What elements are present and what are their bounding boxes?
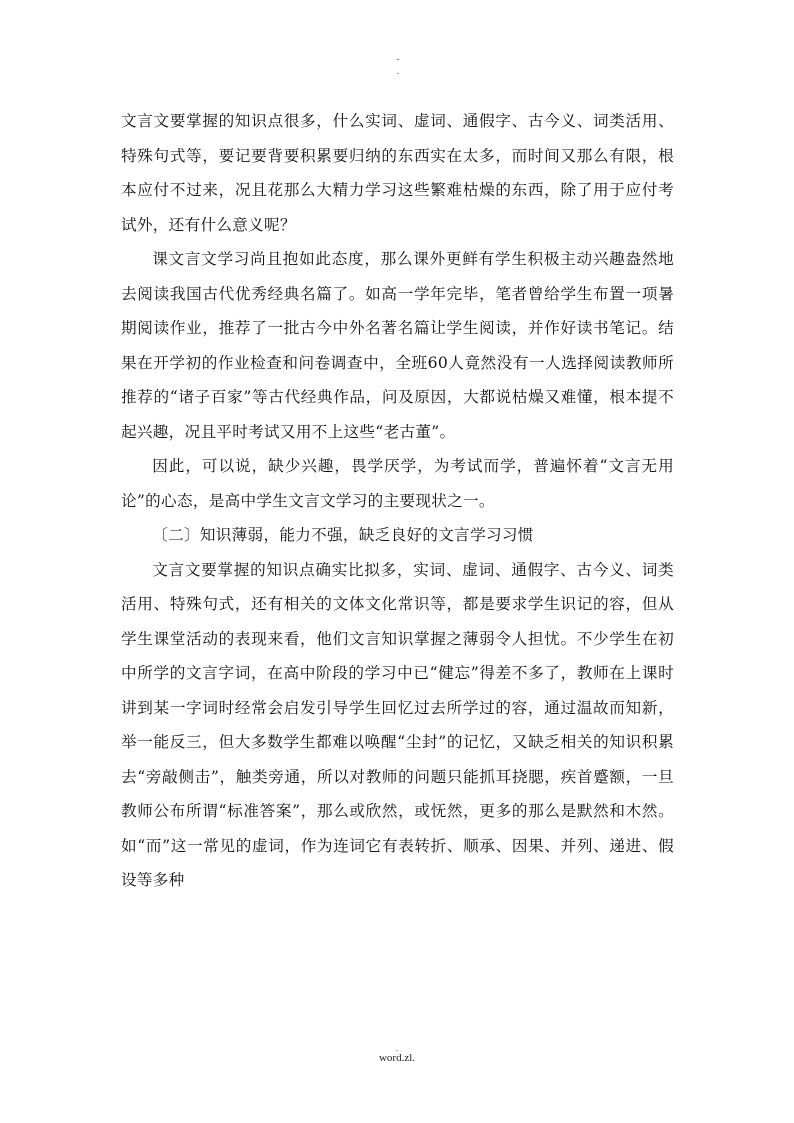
section-heading: 〔二〕知识薄弱，能力不强，缺乏良好的文言学习习惯 (152, 526, 534, 544)
paragraph-2: 课文言文学习尚且抱如此态度，那么课外更鲜有学生积极主动兴趣盎然地去阅读我国古代优秀经典名篇了。如高一学年完毕，笔者曾给学生布置一项暑期阅读作业，推荐了一批古今中外名著名篇让学生阅读，并作好读书笔记。结果在开学初的作业检查和问卷调查中，全班60人竟然没有一人选择阅读教师所推荐的“诸子百家”等古代经典作品，问及原因，大都说枯燥又难懂，根本提不起兴趣，况且平时考试又用不上这些“老古董”。 (121, 250, 674, 441)
footer-dot: . (396, 1044, 398, 1053)
header-dash: - (396, 55, 400, 65)
page-footer (0, 1046, 794, 1065)
footer-text: word.zl. (378, 1052, 416, 1064)
body-text (121, 104, 674, 898)
paragraph-3: 因此，可以说，缺少兴趣，畏学厌学，为考试而学，普遍怀着“文言无用论”的心态，是高中学生文言文学习的主要现状之一。 (121, 457, 674, 510)
header-dot: . (396, 67, 400, 77)
paragraph-1: 文言文要掌握的知识点很多，什么实词、虚词、通假字、古今义、词类活用、特殊句式等，要记要背要积累要归纳的东西实在太多，而时间又那么有限，根本应付不过来，况且花那么大精力学习这些繁难枯燥的东西，除了用于应付考试外，还有什么意义呢？ (121, 112, 674, 234)
header-mark (392, 54, 404, 78)
paragraph-5: 文言文要掌握的知识点确实比拟多，实词、虚词、通假字、古今义、词类活用、特殊句式，还有相关的文体文化常识等，都是要求学生识记的容，但从学生课堂活动的表现来看，他们文言知识掌握之薄弱令人担忧。不少学生在初中所学的文言字词，在高中阶段的学习中已“健忘”得差不多了，教师在上课时讲到某一字词时经常会启发引导学生回忆过去所学过的容，通过温故而知新，举一能反三，但大多数学生都难以唤醒“尘封”的记忆，又缺乏相关的知识积累去“旁敲侧击”，触类旁通，所以对教师的问题只能抓耳挠腮，疾首蹙额，一旦教师公布所谓“标准答案”，那么或欣然，或怃然，更多的那么是默然和木然。如“而”这一常见的虚词，作为连词它有表转折、顺承、因果、并列、递进、假设等多种 (121, 560, 674, 889)
